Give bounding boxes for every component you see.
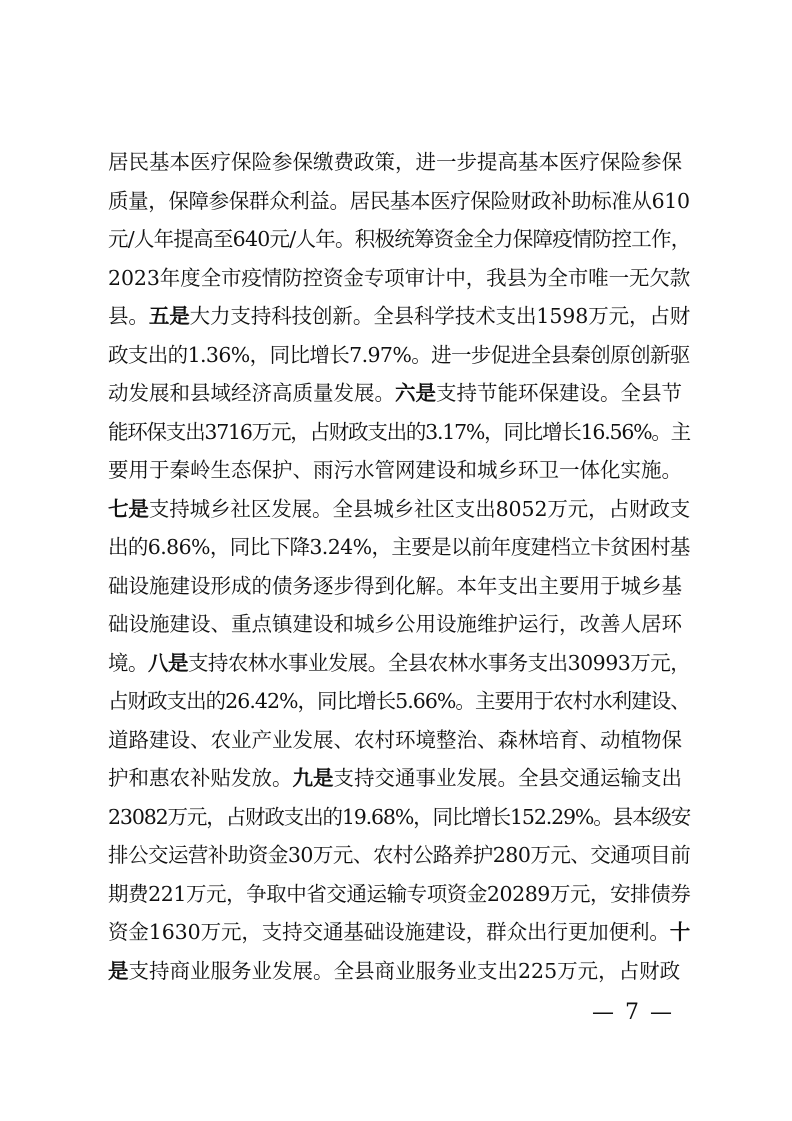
text-line — [108, 297, 690, 336]
bold-lead-text: 七是 — [108, 496, 149, 521]
line-text: 境。 — [108, 650, 148, 675]
bold-lead-text: 五是 — [148, 304, 190, 328]
line-text: 动发展和县域经济高质量发展。 — [108, 381, 395, 405]
text-line — [108, 451, 690, 490]
text-line — [108, 836, 690, 875]
text-line — [108, 682, 690, 721]
line-text: 大力支持科技创新。全县科学技术支出1598万元，占财 — [189, 304, 691, 328]
line-text: 支持节能环保建设。全县节 — [436, 381, 682, 405]
line-text: 元/人年提高至640元/人年。积极统筹资金全力保障疫情防控工作， — [108, 227, 691, 251]
line-text: 支持城乡社区发展。全县城乡社区支出8052万元，占财政支 — [148, 496, 691, 521]
line-text: 政支出的1.36%，同比增长7.97%。进一步促进全县秦创原创新驱 — [108, 342, 690, 367]
text-line — [108, 336, 690, 375]
bold-lead-text: 八是 — [147, 650, 188, 675]
line-text: 护和惠农补贴发放。 — [108, 766, 293, 790]
text-line — [108, 413, 690, 452]
line-text: 支持农林水事业发展。全县农林水事务支出30993万元， — [187, 650, 691, 675]
text-line — [108, 913, 690, 952]
line-text: 础设施建设形成的债务逐步得到化解。本年支出主要用于城乡基 — [108, 573, 682, 598]
bold-lead-text: 是 — [108, 958, 129, 983]
line-text: 资金1630万元，支持交通基础设施建设，群众出行更加便利。 — [108, 920, 670, 944]
text-line — [108, 567, 690, 606]
line-text: 要用于秦岭生态保护、雨污水管网建设和城乡环卫一体化实施。 — [108, 458, 682, 482]
text-line — [108, 952, 690, 991]
line-text: 占财政支出的26.42%，同比增长5.66%。主要用于农村水利建设、 — [108, 689, 690, 713]
line-text: 居民基本医疗保险参保缴费政策，进一步提高基本医疗保险参保 — [108, 150, 682, 174]
bold-lead-text: 十 — [669, 920, 691, 944]
text-line — [108, 721, 690, 760]
line-text: 支持交通事业发展。全县交通运输支出 — [333, 766, 682, 790]
line-text: 出的6.86%，同比下降3.24%，主要是以前年度建档立卡贫困村基 — [108, 535, 690, 559]
text-line — [108, 374, 690, 413]
line-text: 县。 — [108, 304, 149, 328]
page-number: — 7 — — [592, 1000, 674, 1025]
text-line — [108, 528, 690, 567]
text-line — [108, 490, 690, 529]
line-text: 道路建设、农业产业发展、农村环境整治、森林培育、动植物保 — [108, 727, 682, 752]
text-line — [108, 182, 690, 221]
text-line — [108, 759, 690, 798]
text-line — [108, 605, 690, 644]
body-text — [108, 143, 690, 990]
bold-lead-text: 六是 — [395, 381, 436, 405]
text-line — [108, 143, 690, 182]
line-text: 础设施建设、重点镇建设和城乡公用设施维护运行，改善人居环 — [108, 612, 682, 636]
line-text: 23082万元，占财政支出的19.68%，同比增长152.29%。县本级安 — [108, 804, 691, 829]
text-line — [108, 875, 690, 914]
line-text: 期费221万元，争取中省交通运输专项资金20289万元，安排债券 — [108, 881, 691, 906]
line-text: 能环保支出3716万元，占财政支出的3.17%，同比增长16.56%。主 — [108, 419, 690, 444]
bold-lead-text: 九是 — [292, 766, 334, 790]
line-text: 质量，保障参保群众利益。居民基本医疗保险财政补助标准从610 — [108, 188, 690, 213]
line-text: 支持商业服务业发展。全县商业服务业支出225万元，占财政 — [128, 958, 681, 983]
text-line — [108, 220, 690, 259]
line-text: 排公交运营补助资金30万元、农村公路养护280万元、交通项目前 — [108, 843, 691, 867]
line-text: 2023年度全市疫情防控资金专项审计中，我县为全市唯一无欠款 — [108, 265, 691, 290]
text-line — [108, 644, 690, 683]
text-line — [108, 798, 690, 837]
text-line — [108, 259, 690, 298]
